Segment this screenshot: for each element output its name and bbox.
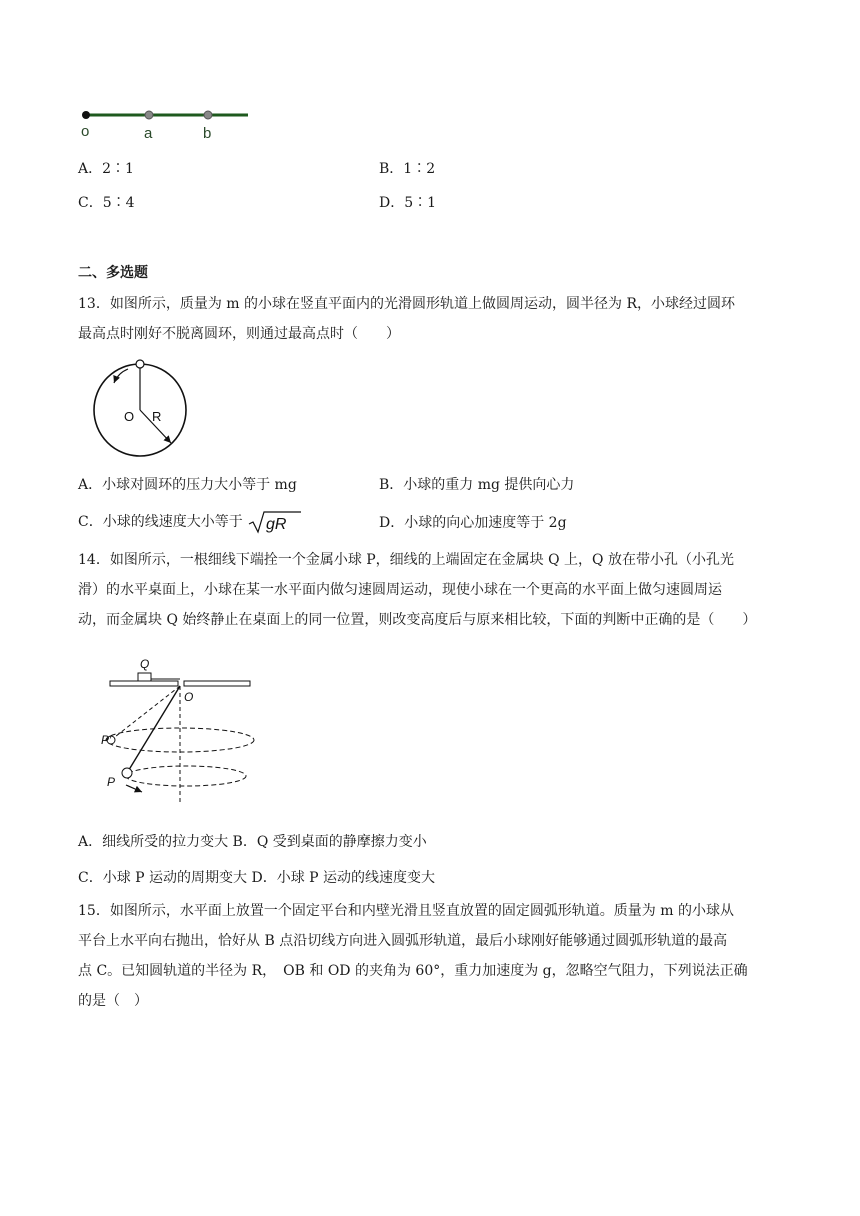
sqrt-symbol <box>247 510 301 534</box>
q14-line-1: 14．如图所示，一根细线下端拴一个金属小球 P，细线的上端固定在金属块 Q 上，Q 放在带小孔（小孔光 <box>78 552 734 568</box>
q13-option-a: A．小球对圆环的压力大小等于 mg <box>78 477 297 493</box>
label-center-o: O <box>124 409 135 424</box>
sqrt-content: gR <box>266 516 287 533</box>
q13-line-1: 13．如图所示，质量为 m 的小球在竖直平面内的光滑圆形轨道上做圆周运动，圆半径为 R，小球经过圆环 <box>78 296 735 312</box>
ball-p <box>122 768 132 778</box>
table-right <box>184 681 250 686</box>
q15-line-4: 的是（ ） <box>78 993 148 1009</box>
q14-stem <box>78 545 778 635</box>
q15-line-3: 点 C。已知圆轨道的半径为 R， OB 和 OD 的夹角为 60°，重力加速度为 g，忽略空气阻力，下列说法正确 <box>78 963 748 979</box>
q14-options-cd: C．小球 P 运动的周期变大 D．小球 P 运动的线速度变大 <box>78 870 436 886</box>
point-o <box>82 111 90 119</box>
q12-option-a: A．2∶1 <box>78 161 134 177</box>
q14-options-ab: A．细线所受的拉力变大 B．Q 受到桌面的静摩擦力变小 <box>78 834 427 850</box>
q13-option-d: D．小球的向心加速度等于 2g <box>379 515 567 531</box>
point-b <box>204 111 212 119</box>
q15-line-2: 平台上水平向右抛出，恰好从 B 点沿切线方向进入圆弧形轨道，最后小球刚好能够通过圆弧形轨道的最高 <box>78 933 728 949</box>
q12-option-b: B．1∶2 <box>379 161 436 177</box>
table-left <box>110 681 178 686</box>
q12-option-c: C．5∶4 <box>78 195 135 211</box>
motion-arrow <box>126 785 142 792</box>
q13-circle-figure <box>88 355 198 463</box>
string-upper <box>111 686 180 740</box>
ball-top <box>136 360 144 368</box>
q14-pendulum-figure <box>101 655 264 807</box>
label-o: o <box>81 123 90 140</box>
q15-stem <box>78 896 778 1016</box>
block-q <box>138 673 151 681</box>
section-heading: 二、多选题 <box>78 265 148 281</box>
q14-line-3: 动，而金属块 Q 始终静止在桌面上的同一位置，则改变高度后与原来相比较，下面的判断中正确的是（ ） <box>78 612 757 628</box>
label-p-prime: P′ <box>101 733 112 747</box>
q13-option-b: B．小球的重力 mg 提供向心力 <box>379 477 575 493</box>
q13-option-c <box>78 510 301 534</box>
lower-orbit <box>126 766 246 786</box>
q13-line-2: 最高点时刚好不脱离圆环，则通过最高点时（ ） <box>78 326 400 342</box>
q15-line-1: 15．如图所示，水平面上放置一个固定平台和内壁光滑且竖直放置的固定圆弧形轨道。质量为 m 的小球从 <box>78 903 734 919</box>
label-p: P <box>107 775 116 789</box>
label-o: O <box>184 690 194 704</box>
q13-stem <box>78 289 778 349</box>
oab-line-figure <box>78 100 258 144</box>
q14-line-2: 滑）的水平桌面上，小球在某一水平面内做匀速圆周运动，现使小球在一个更高的水平面上做匀速圆周运 <box>78 582 722 598</box>
label-b: b <box>203 125 212 142</box>
label-a: a <box>144 125 153 142</box>
label-q: Q <box>140 657 150 671</box>
q13-option-c-text: C．小球的线速度大小等于 <box>78 514 243 530</box>
q12-option-d: D．5∶1 <box>379 195 437 211</box>
label-radius-r: R <box>152 409 162 424</box>
point-a <box>145 111 153 119</box>
string-lower <box>127 686 180 773</box>
